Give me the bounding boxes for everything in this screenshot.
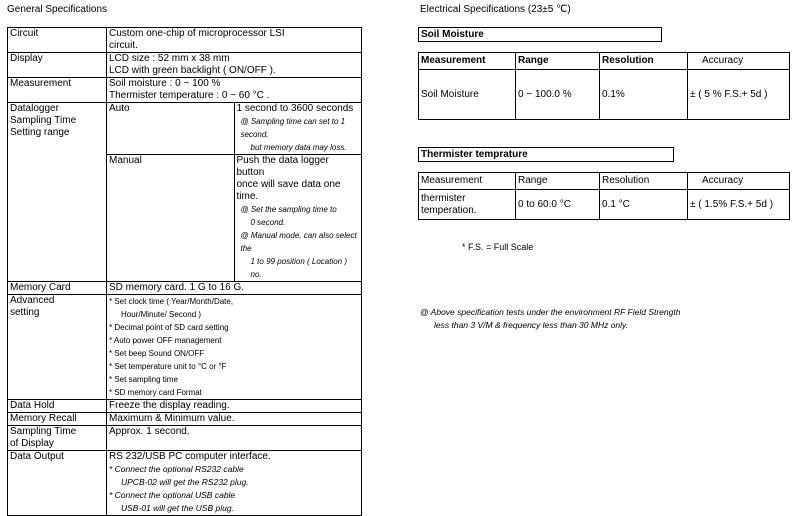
list-item: * SD memory card Format: [109, 388, 202, 397]
header-cell: Resolution: [600, 173, 688, 190]
label-line: of Display: [10, 438, 54, 449]
auto-value: [234, 103, 362, 155]
list-item: * Set clock time ( Year/Month/Date,: [109, 297, 234, 306]
cell-line: thermister: [421, 192, 466, 204]
table-row: [8, 426, 362, 451]
header-cell: Measurement: [419, 173, 516, 190]
value-line: Soil moisture : 0 ~ 100 %: [109, 78, 221, 89]
table-header-row: [419, 173, 790, 190]
label-line: Datalogger: [10, 103, 59, 114]
soil-moisture-title: Soil Moisture: [418, 27, 662, 42]
value-line: LCD size : 52 mm x 38 mm: [109, 53, 230, 64]
value-line: circuit.: [109, 40, 138, 51]
row-value: [107, 295, 362, 400]
note-line: * Connect the optional RS232 cable: [109, 464, 244, 474]
header-cell: Resolution: [600, 53, 688, 70]
table-row: [8, 78, 362, 103]
cell: Soil Moisture: [419, 70, 516, 120]
value-line: Custom one-chip of microprocessor LSI: [109, 28, 285, 39]
manual-value: [234, 155, 362, 282]
value-line: Push the data logger button: [236, 155, 329, 178]
electrical-specs-heading: Electrical Specifications (23±5 ℃): [420, 4, 571, 15]
row-value: Approx. 1 second.: [107, 426, 362, 451]
env-note-line2: less than 3 V/M & frequency less than 30 MHz only.: [434, 320, 629, 330]
fs-note: * F.S. = Full Scale: [462, 242, 534, 252]
list-item: * Set sampling time: [109, 375, 178, 384]
list-item: * Set beep Sound ON/OFF: [109, 349, 205, 358]
row-label: [8, 426, 107, 451]
row-value: Freeze the display reading.: [107, 400, 362, 413]
note-line: @ Sampling time can set to 1 second,: [240, 117, 346, 139]
row-value: [107, 28, 362, 53]
soil-moisture-table: [418, 52, 790, 120]
note-line: 0 second.: [250, 218, 286, 227]
cell: 0 ~ 100.0 %: [516, 70, 600, 120]
list-item: * Set temperature unit to °C or °F: [109, 362, 227, 371]
table-row: [8, 103, 362, 155]
value-line: LCD with green backlight ( ON/OFF ).: [109, 65, 276, 76]
header-cell: Accuracy: [688, 53, 790, 70]
header-cell: Measurement: [419, 53, 516, 70]
note-line: UPCB-02 will get the RS232 plug.: [121, 477, 249, 487]
row-label: [8, 103, 107, 282]
label-line: Setting range: [10, 127, 70, 138]
cell: ± ( 1.5% F.S.+ 5d ): [688, 190, 790, 220]
list-item: Hour/Minute/ Second ): [121, 310, 202, 319]
thermister-title: Thermister temprature: [418, 147, 674, 162]
row-label: Display: [8, 53, 107, 78]
table-row: [8, 451, 362, 516]
auto-label: Auto: [107, 103, 235, 155]
table-row: [8, 295, 362, 400]
value-line: once will save data one time.: [236, 179, 341, 202]
table-row: [8, 28, 362, 53]
table-row: [419, 190, 790, 220]
cell: 0.1%: [600, 70, 688, 120]
cell: 0 to 60.0 °C: [516, 190, 600, 220]
manual-label: Manual: [107, 155, 235, 282]
table-row: [8, 282, 362, 295]
note-line: @ Set the sampling time to: [240, 205, 337, 214]
list-item: * Decimal point of SD card setting: [109, 323, 229, 332]
row-value: [107, 78, 362, 103]
row-value: Maximum & Minimum value.: [107, 413, 362, 426]
value-line: 1 second to 3600 seconds: [236, 103, 354, 114]
label-line: Advanced: [10, 295, 55, 306]
label-line: setting: [10, 307, 40, 318]
row-value: [107, 451, 362, 516]
label-line: Sampling Time: [10, 115, 77, 126]
general-specs-table: [7, 27, 362, 516]
label-line: Sampling Time: [10, 426, 77, 437]
general-specs-heading: General Specifications: [7, 4, 108, 15]
note-line: * Connect the optional USB cable: [109, 490, 236, 500]
row-value: SD memory card. 1 G to 16 G.: [107, 282, 362, 295]
row-label: Circuit: [8, 28, 107, 53]
row-label: Data Hold: [8, 400, 107, 413]
note-line: 1 to 99 position ( Location ) no.: [250, 257, 348, 279]
table-header-row: [419, 53, 790, 70]
cell: ± ( 5 % F.S.+ 5d ): [688, 70, 790, 120]
table-row: [8, 400, 362, 413]
header-cell: Range: [516, 173, 600, 190]
row-label: Measurement: [8, 78, 107, 103]
header-cell: Accuracy: [688, 173, 790, 190]
row-label: Memory Card: [8, 282, 107, 295]
cell: 0.1 °C: [600, 190, 688, 220]
cell-line: temperation.: [421, 204, 477, 216]
note-line: USB-01 will get the USB plug.: [121, 503, 234, 513]
row-label: Memory Recall: [8, 413, 107, 426]
value-line: Thermister temperature : 0 ~ 60 °C .: [109, 90, 270, 101]
table-row: [419, 70, 790, 120]
thermister-table: [418, 172, 790, 220]
row-label: [8, 295, 107, 400]
note-line: @ Manual mode, can also select the: [240, 231, 357, 253]
list-item: * Auto power OFF management: [109, 336, 222, 345]
cell: [419, 190, 516, 220]
note-line: but memory data may loss.: [250, 143, 347, 152]
row-label: Data Output: [8, 451, 107, 516]
header-cell: Range: [516, 53, 600, 70]
row-value: [107, 53, 362, 78]
table-row: [8, 413, 362, 426]
value-line: RS 232/USB PC computer interface.: [109, 451, 271, 462]
table-row: [8, 53, 362, 78]
env-note-line1: @ Above specification tests under the environment RF Field Strength: [420, 307, 681, 317]
